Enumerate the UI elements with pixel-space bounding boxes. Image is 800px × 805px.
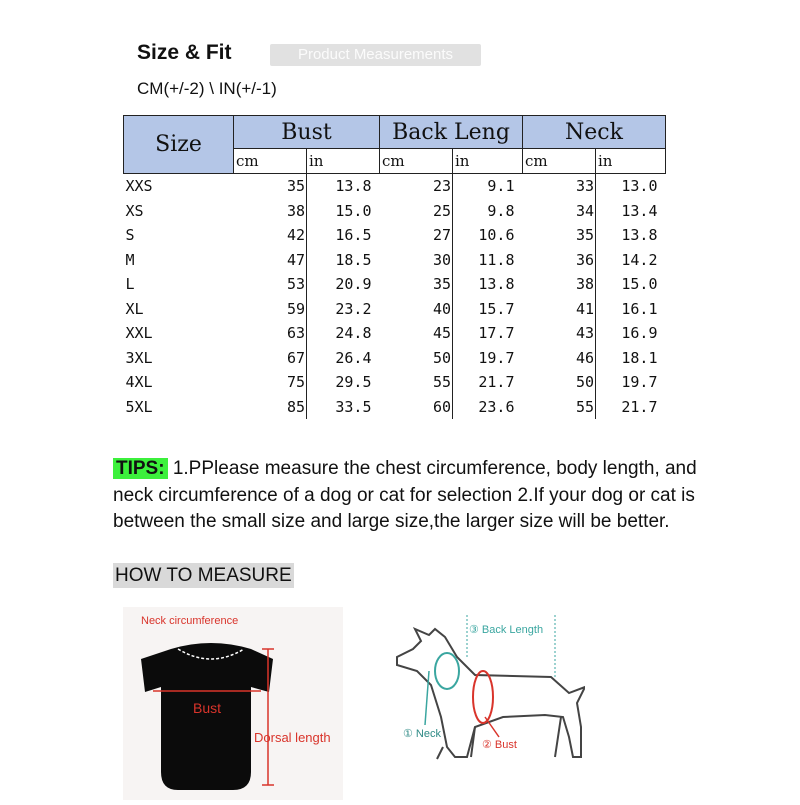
back-length-header: Back Leng bbox=[380, 116, 523, 149]
neck-in-cell: 13.4 bbox=[621, 201, 658, 220]
neck-cm-cell: 34 bbox=[523, 199, 596, 224]
neck-cm-cell: 50 bbox=[523, 370, 596, 395]
neck-in-cell: 13.8 bbox=[621, 226, 658, 245]
neck-label: ① Neck bbox=[403, 728, 441, 740]
bust-label: Bust bbox=[193, 700, 222, 716]
tips-text: 1.PPlease measure the chest circumference, body length, and neck circumference of a dog or cat for selection 2.If your dog or cat is between the small size and large size,the larger size will be better. bbox=[113, 458, 697, 532]
bust-cm-cell: 53 bbox=[234, 272, 307, 297]
bust-cm-cell: 42 bbox=[234, 223, 307, 248]
back-cm-cell: 35 bbox=[380, 272, 453, 297]
neck-in-cell: 14.2 bbox=[621, 250, 658, 269]
back-cm-cell: 50 bbox=[380, 346, 453, 371]
back-in-cell: 21.7 bbox=[478, 373, 515, 392]
bust-cm-cell: 35 bbox=[234, 174, 307, 199]
size-header: Size bbox=[124, 116, 234, 174]
back-in-header: in bbox=[453, 149, 523, 174]
size-cell: XL bbox=[125, 299, 144, 318]
page-title: Size & Fit bbox=[137, 41, 232, 64]
neck-in-cell: 16.9 bbox=[621, 324, 658, 343]
back-cm-cell: 40 bbox=[380, 297, 453, 322]
bust-cm-cell: 75 bbox=[234, 370, 307, 395]
table-row bbox=[124, 223, 666, 248]
neck-in-cell: 13.0 bbox=[621, 177, 658, 196]
bust-cm-cell: 63 bbox=[234, 321, 307, 346]
neck-in-header: in bbox=[596, 149, 666, 174]
table-row bbox=[124, 346, 666, 371]
tips-paragraph bbox=[113, 456, 713, 536]
back-in-cell: 10.6 bbox=[478, 226, 515, 245]
bust-in-cell: 24.8 bbox=[335, 324, 372, 343]
size-table bbox=[123, 115, 666, 419]
neck-cm-cell: 35 bbox=[523, 223, 596, 248]
table-row bbox=[124, 199, 666, 224]
neck-in-cell: 15.0 bbox=[621, 275, 658, 294]
shirt-diagram bbox=[123, 607, 343, 800]
product-measurements-badge: Product Measurements bbox=[270, 44, 481, 66]
bust-in-cell: 33.5 bbox=[335, 397, 372, 416]
size-cell: XS bbox=[125, 201, 144, 220]
size-cell: M bbox=[125, 250, 135, 269]
back-in-cell: 9.1 bbox=[487, 177, 515, 196]
back-cm-cell: 25 bbox=[380, 199, 453, 224]
back-in-cell: 13.8 bbox=[478, 275, 515, 294]
back-cm-cell: 45 bbox=[380, 321, 453, 346]
dog-bust-label: ② Bust bbox=[482, 739, 517, 751]
units-note: CM(+/-2) \ IN(+/-1) bbox=[137, 79, 277, 98]
back-cm-header: cm bbox=[380, 149, 453, 174]
bust-in-cell: 18.5 bbox=[335, 250, 372, 269]
bust-cm-header: cm bbox=[234, 149, 307, 174]
dorsal-length-label: Dorsal length bbox=[254, 730, 331, 745]
dog-diagram bbox=[385, 607, 585, 800]
table-row bbox=[124, 321, 666, 346]
bust-in-cell: 15.0 bbox=[335, 201, 372, 220]
bust-in-cell: 26.4 bbox=[335, 348, 372, 367]
bust-cm-cell: 38 bbox=[234, 199, 307, 224]
neck-cm-cell: 38 bbox=[523, 272, 596, 297]
back-cm-cell: 23 bbox=[380, 174, 453, 199]
neck-header: Neck bbox=[523, 116, 666, 149]
size-cell: 3XL bbox=[125, 348, 153, 367]
size-cell: L bbox=[125, 275, 135, 294]
neck-circumference-label: Neck circumference bbox=[141, 615, 239, 627]
bust-in-cell: 20.9 bbox=[335, 275, 372, 294]
neck-cm-cell: 55 bbox=[523, 395, 596, 420]
back-in-cell: 11.8 bbox=[478, 250, 515, 269]
neck-cm-cell: 41 bbox=[523, 297, 596, 322]
back-cm-cell: 55 bbox=[380, 370, 453, 395]
neck-in-cell: 18.1 bbox=[621, 348, 658, 367]
bust-cm-cell: 47 bbox=[234, 248, 307, 273]
back-cm-cell: 27 bbox=[380, 223, 453, 248]
back-in-cell: 9.8 bbox=[487, 201, 515, 220]
back-cm-cell: 30 bbox=[380, 248, 453, 273]
how-to-measure-heading: HOW TO MEASURE bbox=[115, 565, 292, 586]
neck-cm-cell: 43 bbox=[523, 321, 596, 346]
back-in-cell: 17.7 bbox=[478, 324, 515, 343]
bust-cm-cell: 85 bbox=[234, 395, 307, 420]
table-row bbox=[124, 370, 666, 395]
table-row bbox=[124, 174, 666, 199]
neck-cm-cell: 33 bbox=[523, 174, 596, 199]
size-cell: 5XL bbox=[125, 397, 153, 416]
size-cell: 4XL bbox=[125, 373, 153, 392]
table-row bbox=[124, 395, 666, 420]
size-cell: XXL bbox=[125, 324, 153, 343]
bust-in-cell: 13.8 bbox=[335, 177, 372, 196]
back-length-label: ③ Back Length bbox=[469, 624, 544, 636]
bust-in-cell: 23.2 bbox=[335, 299, 372, 318]
bust-cm-cell: 59 bbox=[234, 297, 307, 322]
shirt-illustration bbox=[123, 607, 343, 800]
table-row bbox=[124, 272, 666, 297]
table-row bbox=[124, 248, 666, 273]
size-cell: XXS bbox=[125, 177, 153, 196]
back-in-cell: 23.6 bbox=[478, 397, 515, 416]
table-row bbox=[124, 297, 666, 322]
bust-in-cell: 16.5 bbox=[335, 226, 372, 245]
neck-in-cell: 21.7 bbox=[621, 397, 658, 416]
bust-header: Bust bbox=[234, 116, 380, 149]
bust-in-header: in bbox=[307, 149, 380, 174]
neck-cm-header: cm bbox=[523, 149, 596, 174]
back-cm-cell: 60 bbox=[380, 395, 453, 420]
neck-cm-cell: 46 bbox=[523, 346, 596, 371]
tips-label: TIPS: bbox=[113, 458, 168, 479]
neck-cm-cell: 36 bbox=[523, 248, 596, 273]
bust-cm-cell: 67 bbox=[234, 346, 307, 371]
neck-in-cell: 16.1 bbox=[621, 299, 658, 318]
size-table-body bbox=[124, 174, 666, 420]
back-in-cell: 15.7 bbox=[478, 299, 515, 318]
size-cell: S bbox=[125, 226, 135, 245]
neck-in-cell: 19.7 bbox=[621, 373, 658, 392]
bust-in-cell: 29.5 bbox=[335, 373, 372, 392]
back-in-cell: 19.7 bbox=[478, 348, 515, 367]
